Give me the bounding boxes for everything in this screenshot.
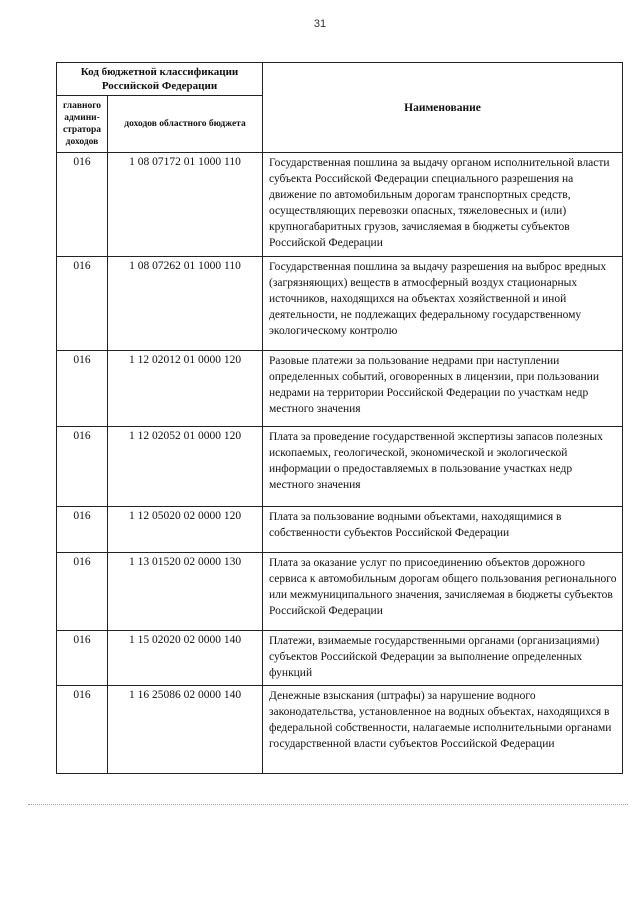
row-budget-code: 1 08 07172 01 1000 110	[108, 153, 263, 257]
row-budget-code: 1 12 05020 02 0000 120	[108, 507, 263, 553]
scan-dotted-line	[28, 804, 628, 807]
row-admin-code: 016	[57, 153, 108, 257]
row-admin-code: 016	[57, 631, 108, 686]
row-budget-code: 1 12 02012 01 0000 120	[108, 351, 263, 427]
row-admin-code: 016	[57, 507, 108, 553]
row-name: Государственная пошлина за выдачу органом исполнительной власти субъекта Российской Федерации специального разрешения на движение по автомобильным дорогам транспортных средств, осуществляющих перевозки опасных, тяжеловесных и (или) крупногабаритных грузов, зачисляемая в бюджеты субъектов Российской Федерации	[263, 153, 623, 257]
row-name: Платежи, взимаемые государственными органами (организациями) субъектов Российской Федерации за выполнение определенных функций	[263, 631, 623, 686]
table-row	[57, 507, 623, 553]
row-admin-code: 016	[57, 427, 108, 507]
table-row	[57, 686, 623, 774]
table-row	[57, 631, 623, 686]
row-name: Государственная пошлина за выдачу разрешения на выброс вредных (загрязняющих) веществ в атмосферный воздух стационарных источников, находящихся на объектах хозяйственной и иной деятельности, не подлежащих федеральному государственному экологическому контролю	[263, 257, 623, 351]
row-admin-code: 016	[57, 686, 108, 774]
header-name: Наименование	[263, 63, 623, 153]
row-name: Разовые платежи за пользование недрами при наступлении определенных событий, оговоренных в лицензии, при пользовании недрами на территории Российской Федерации по участкам недр местного значения	[263, 351, 623, 427]
row-budget-code: 1 08 07262 01 1000 110	[108, 257, 263, 351]
row-name: Плата за пользование водными объектами, находящимися в собственности субъектов Российской Федерации	[263, 507, 623, 553]
row-name: Плата за проведение государственной экспертизы запасов полезных ископаемых, геологической, экономической и экологической информации о предоставляемых в пользование участках недр местного значения	[263, 427, 623, 507]
row-name: Плата за оказание услуг по присоединению объектов дорожного сервиса к автомобильным дорогам общего пользования регионального или межмуниципального значения, зачисляемая в бюджеты субъектов Российской Федерации	[263, 553, 623, 631]
row-budget-code: 1 15 02020 02 0000 140	[108, 631, 263, 686]
table-row	[57, 351, 623, 427]
header-budget-code: Код бюджетной классификации Российской Федерации	[57, 63, 263, 96]
row-budget-code: 1 12 02052 01 0000 120	[108, 427, 263, 507]
table-row	[57, 553, 623, 631]
row-budget-code: 1 16 25086 02 0000 140	[108, 686, 263, 774]
budget-classification-table	[56, 62, 623, 774]
table-row	[57, 153, 623, 257]
table-row	[57, 427, 623, 507]
row-admin-code: 016	[57, 351, 108, 427]
table-header-row	[57, 63, 623, 96]
header-income: доходов областного бюджета	[108, 96, 263, 153]
table-row	[57, 257, 623, 351]
row-budget-code: 1 13 01520 02 0000 130	[108, 553, 263, 631]
row-admin-code: 016	[57, 257, 108, 351]
row-name: Денежные взыскания (штрафы) за нарушение водного законодательства, установленное на водных объектах, находящихся в федеральной собственности, налагаемые исполнительными органами государственной власти субъектов Российской Федерации	[263, 686, 623, 774]
row-admin-code: 016	[57, 553, 108, 631]
page-number: 31	[313, 18, 327, 30]
header-admin: главного админи-стратора доходов	[57, 96, 108, 153]
